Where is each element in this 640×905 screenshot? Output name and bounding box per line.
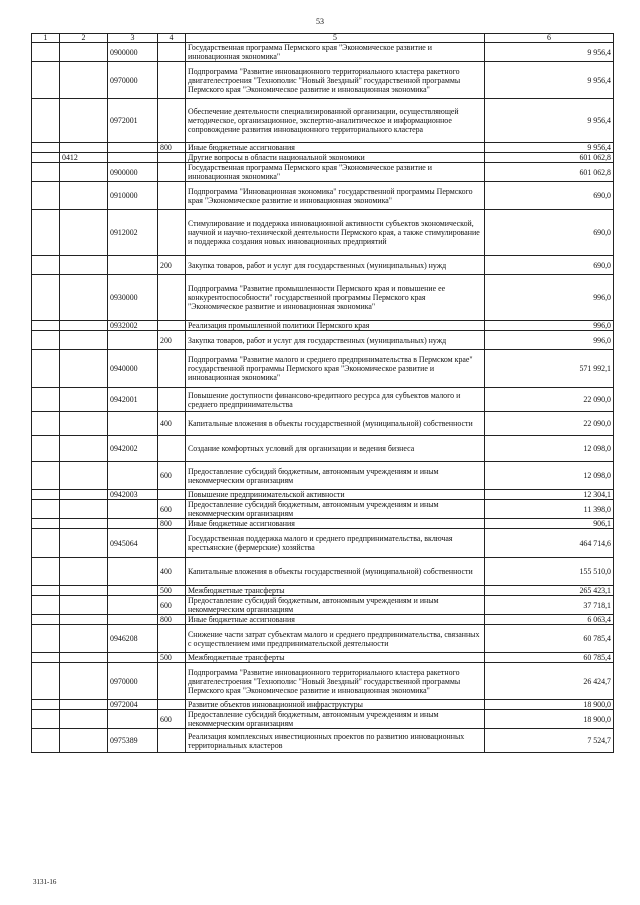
amount-cell: 9 956,4 bbox=[485, 99, 614, 143]
target-article-cell bbox=[108, 586, 158, 596]
table-row bbox=[32, 558, 614, 586]
table-row bbox=[32, 153, 614, 163]
expense-type-cell: 200 bbox=[158, 331, 186, 350]
expense-type-cell bbox=[158, 625, 186, 653]
target-article-cell bbox=[108, 615, 158, 625]
target-article-cell: 0942001 bbox=[108, 388, 158, 412]
section-cell bbox=[32, 331, 60, 350]
subsection-cell bbox=[60, 663, 108, 700]
subsection-cell bbox=[60, 331, 108, 350]
section-cell bbox=[32, 210, 60, 256]
section-cell bbox=[32, 558, 60, 586]
item-name-cell: Иные бюджетные ассигнования bbox=[186, 519, 485, 529]
expense-type-cell: 400 bbox=[158, 412, 186, 436]
item-name-cell: Государственная программа Пермского края "Экономическое развитие и инновационная экономика" bbox=[186, 163, 485, 182]
item-name-cell: Закупка товаров, работ и услуг для государственных (муниципальных) нужд bbox=[186, 256, 485, 275]
expense-type-cell bbox=[158, 350, 186, 388]
item-name-cell: Предоставление субсидий бюджетным, автономным учреждениям и иным некоммерческим организациям bbox=[186, 596, 485, 615]
item-name-cell: Реализация комплексных инвестиционных проектов по развитию инновационных территориальных кластеров bbox=[186, 729, 485, 753]
target-article-cell bbox=[108, 653, 158, 663]
subsection-cell bbox=[60, 62, 108, 99]
column-header: 1 bbox=[32, 34, 60, 43]
section-cell bbox=[32, 700, 60, 710]
item-name-cell: Подпрограмма "Инновационная экономика" государственной программы Пермского края "Экономическое развитие и инновационная экономика" bbox=[186, 182, 485, 210]
target-article-cell bbox=[108, 596, 158, 615]
expense-type-cell bbox=[158, 729, 186, 753]
item-name-cell: Межбюджетные трансферты bbox=[186, 586, 485, 596]
expense-type-cell: 500 bbox=[158, 653, 186, 663]
amount-cell: 996,0 bbox=[485, 275, 614, 321]
item-name-cell: Иные бюджетные ассигнования bbox=[186, 615, 485, 625]
amount-cell: 22 090,0 bbox=[485, 388, 614, 412]
target-article-cell bbox=[108, 412, 158, 436]
section-cell bbox=[32, 412, 60, 436]
section-cell bbox=[32, 388, 60, 412]
table-row bbox=[32, 663, 614, 700]
amount-cell: 9 956,4 bbox=[485, 143, 614, 153]
amount-cell: 996,0 bbox=[485, 321, 614, 331]
table-row bbox=[32, 321, 614, 331]
section-cell bbox=[32, 653, 60, 663]
section-cell bbox=[32, 710, 60, 729]
section-cell bbox=[32, 596, 60, 615]
target-article-cell: 0942002 bbox=[108, 436, 158, 462]
subsection-cell bbox=[60, 490, 108, 500]
table-row bbox=[32, 490, 614, 500]
section-cell bbox=[32, 163, 60, 182]
amount-cell: 6 063,4 bbox=[485, 615, 614, 625]
table-row bbox=[32, 700, 614, 710]
item-name-cell: Реализация промышленной политики Пермского края bbox=[186, 321, 485, 331]
item-name-cell: Подпрограмма "Развитие инновационного территориального кластера ракетного двигателестроения "Технополис "Новый Звездный" государственной программы Пермского края "Экономическое развитие и инновационная экономика" bbox=[186, 62, 485, 99]
section-cell bbox=[32, 586, 60, 596]
target-article-cell: 0900000 bbox=[108, 43, 158, 62]
amount-cell: 60 785,4 bbox=[485, 653, 614, 663]
item-name-cell: Государственная программа Пермского края "Экономическое развитие и инновационная экономика" bbox=[186, 43, 485, 62]
target-article-cell: 0942003 bbox=[108, 490, 158, 500]
amount-cell: 155 510,0 bbox=[485, 558, 614, 586]
amount-cell: 60 785,4 bbox=[485, 625, 614, 653]
amount-cell: 9 956,4 bbox=[485, 62, 614, 99]
expense-type-cell: 500 bbox=[158, 586, 186, 596]
expense-type-cell: 600 bbox=[158, 596, 186, 615]
target-article-cell bbox=[108, 462, 158, 490]
expense-type-cell bbox=[158, 388, 186, 412]
item-name-cell: Государственная поддержка малого и среднего предпринимательства, включая крестьянские (фермерские) хозяйства bbox=[186, 529, 485, 558]
amount-cell: 601 062,8 bbox=[485, 153, 614, 163]
table-row bbox=[32, 710, 614, 729]
table-row bbox=[32, 653, 614, 663]
target-article-cell: 0970000 bbox=[108, 62, 158, 99]
target-article-cell: 0930000 bbox=[108, 275, 158, 321]
target-article-cell: 0975389 bbox=[108, 729, 158, 753]
expense-type-cell bbox=[158, 490, 186, 500]
subsection-cell bbox=[60, 625, 108, 653]
table-row bbox=[32, 462, 614, 490]
expense-type-cell bbox=[158, 99, 186, 143]
subsection-cell bbox=[60, 529, 108, 558]
column-header: 3 bbox=[108, 34, 158, 43]
section-cell bbox=[32, 275, 60, 321]
subsection-cell bbox=[60, 729, 108, 753]
expense-type-cell: 200 bbox=[158, 256, 186, 275]
item-name-cell: Закупка товаров, работ и услуг для государственных (муниципальных) нужд bbox=[186, 331, 485, 350]
subsection-cell bbox=[60, 519, 108, 529]
table-row bbox=[32, 99, 614, 143]
column-header: 2 bbox=[60, 34, 108, 43]
page-number: 53 bbox=[316, 17, 324, 26]
target-article-cell bbox=[108, 710, 158, 729]
subsection-cell bbox=[60, 163, 108, 182]
subsection-cell bbox=[60, 500, 108, 519]
table-row bbox=[32, 275, 614, 321]
item-name-cell: Повышение предпринимательской активности bbox=[186, 490, 485, 500]
subsection-cell bbox=[60, 256, 108, 275]
table-row bbox=[32, 615, 614, 625]
item-name-cell: Предоставление субсидий бюджетным, автономным учреждениям и иным некоммерческим организациям bbox=[186, 462, 485, 490]
target-article-cell: 0946208 bbox=[108, 625, 158, 653]
table-row bbox=[32, 256, 614, 275]
expense-type-cell bbox=[158, 210, 186, 256]
table-row bbox=[32, 350, 614, 388]
item-name-cell: Предоставление субсидий бюджетным, автономным учреждениям и иным некоммерческим организациям bbox=[186, 500, 485, 519]
expense-type-cell bbox=[158, 700, 186, 710]
target-article-cell bbox=[108, 500, 158, 519]
table-row bbox=[32, 331, 614, 350]
section-cell bbox=[32, 62, 60, 99]
amount-cell: 37 718,1 bbox=[485, 596, 614, 615]
section-cell bbox=[32, 529, 60, 558]
subsection-cell bbox=[60, 710, 108, 729]
table-row bbox=[32, 625, 614, 653]
amount-cell: 571 992,1 bbox=[485, 350, 614, 388]
target-article-cell bbox=[108, 558, 158, 586]
subsection-cell bbox=[60, 653, 108, 663]
target-article-cell: 0912002 bbox=[108, 210, 158, 256]
target-article-cell: 0972001 bbox=[108, 99, 158, 143]
amount-cell: 26 424,7 bbox=[485, 663, 614, 700]
subsection-cell bbox=[60, 321, 108, 331]
target-article-cell: 0932002 bbox=[108, 321, 158, 331]
expense-type-cell bbox=[158, 529, 186, 558]
amount-cell: 690,0 bbox=[485, 256, 614, 275]
expense-type-cell: 800 bbox=[158, 615, 186, 625]
subsection-cell bbox=[60, 615, 108, 625]
item-name-cell: Развитие объектов инновационной инфраструктуры bbox=[186, 700, 485, 710]
target-article-cell bbox=[108, 143, 158, 153]
table-row bbox=[32, 529, 614, 558]
table-row bbox=[32, 412, 614, 436]
target-article-cell: 0940000 bbox=[108, 350, 158, 388]
expense-type-cell bbox=[158, 663, 186, 700]
column-header: 4 bbox=[158, 34, 186, 43]
subsection-cell bbox=[60, 143, 108, 153]
subsection-cell bbox=[60, 210, 108, 256]
amount-cell: 12 098,0 bbox=[485, 436, 614, 462]
target-article-cell: 0945064 bbox=[108, 529, 158, 558]
table-row bbox=[32, 436, 614, 462]
amount-cell: 12 098,0 bbox=[485, 462, 614, 490]
amount-cell: 690,0 bbox=[485, 182, 614, 210]
subsection-cell bbox=[60, 462, 108, 490]
item-name-cell: Снижение части затрат субъектам малого и среднего предпринимательства, связанных с осуществлением ими предпринимательской деятельности bbox=[186, 625, 485, 653]
table-row bbox=[32, 519, 614, 529]
subsection-cell bbox=[60, 558, 108, 586]
section-cell bbox=[32, 321, 60, 331]
table-row bbox=[32, 143, 614, 153]
subsection-cell bbox=[60, 182, 108, 210]
amount-cell: 265 423,1 bbox=[485, 586, 614, 596]
subsection-cell: 0412 bbox=[60, 153, 108, 163]
subsection-cell bbox=[60, 275, 108, 321]
expense-type-cell bbox=[158, 275, 186, 321]
subsection-cell bbox=[60, 99, 108, 143]
target-article-cell bbox=[108, 153, 158, 163]
section-cell bbox=[32, 625, 60, 653]
column-header: 5 bbox=[186, 34, 485, 43]
target-article-cell bbox=[108, 331, 158, 350]
expense-type-cell bbox=[158, 182, 186, 210]
section-cell bbox=[32, 615, 60, 625]
target-article-cell bbox=[108, 519, 158, 529]
subsection-cell bbox=[60, 43, 108, 62]
item-name-cell: Иные бюджетные ассигнования bbox=[186, 143, 485, 153]
section-cell bbox=[32, 663, 60, 700]
item-name-cell: Создание комфортных условий для организации и ведения бизнеса bbox=[186, 436, 485, 462]
section-cell bbox=[32, 153, 60, 163]
amount-cell: 22 090,0 bbox=[485, 412, 614, 436]
item-name-cell: Межбюджетные трансферты bbox=[186, 653, 485, 663]
footer-code: 3131-16 bbox=[33, 878, 57, 886]
section-cell bbox=[32, 519, 60, 529]
expense-type-cell: 800 bbox=[158, 143, 186, 153]
expense-type-cell: 800 bbox=[158, 519, 186, 529]
amount-cell: 464 714,6 bbox=[485, 529, 614, 558]
section-cell bbox=[32, 350, 60, 388]
expense-type-cell: 400 bbox=[158, 558, 186, 586]
expense-type-cell bbox=[158, 436, 186, 462]
item-name-cell: Другие вопросы в области национальной экономики bbox=[186, 153, 485, 163]
subsection-cell bbox=[60, 412, 108, 436]
subsection-cell bbox=[60, 700, 108, 710]
table-header-row bbox=[32, 34, 614, 43]
target-article-cell bbox=[108, 256, 158, 275]
section-cell bbox=[32, 143, 60, 153]
table-row bbox=[32, 500, 614, 519]
table-row bbox=[32, 62, 614, 99]
target-article-cell: 0972004 bbox=[108, 700, 158, 710]
table-row bbox=[32, 388, 614, 412]
subsection-cell bbox=[60, 388, 108, 412]
amount-cell: 11 398,0 bbox=[485, 500, 614, 519]
amount-cell: 601 062,8 bbox=[485, 163, 614, 182]
table-row bbox=[32, 43, 614, 62]
section-cell bbox=[32, 99, 60, 143]
expense-type-cell bbox=[158, 43, 186, 62]
table-row bbox=[32, 729, 614, 753]
amount-cell: 690,0 bbox=[485, 210, 614, 256]
section-cell bbox=[32, 436, 60, 462]
section-cell bbox=[32, 500, 60, 519]
item-name-cell: Капитальные вложения в объекты государственной (муниципальной) собственности bbox=[186, 412, 485, 436]
column-header: 6 bbox=[485, 34, 614, 43]
section-cell bbox=[32, 256, 60, 275]
amount-cell: 18 900,0 bbox=[485, 700, 614, 710]
target-article-cell: 0900000 bbox=[108, 163, 158, 182]
expense-type-cell: 600 bbox=[158, 710, 186, 729]
subsection-cell bbox=[60, 586, 108, 596]
item-name-cell: Подпрограмма "Развитие промышленности Пермского края и повышение ее конкурентоспособности" государственной программы Пермского края "Экономическое развитие и инновационная экономика" bbox=[186, 275, 485, 321]
amount-cell: 12 304,1 bbox=[485, 490, 614, 500]
table-row bbox=[32, 163, 614, 182]
amount-cell: 906,1 bbox=[485, 519, 614, 529]
subsection-cell bbox=[60, 350, 108, 388]
section-cell bbox=[32, 462, 60, 490]
budget-table bbox=[31, 33, 614, 753]
table-row bbox=[32, 586, 614, 596]
amount-cell: 18 900,0 bbox=[485, 710, 614, 729]
item-name-cell: Капитальные вложения в объекты государственной (муниципальной) собственности bbox=[186, 558, 485, 586]
target-article-cell: 0910000 bbox=[108, 182, 158, 210]
expense-type-cell bbox=[158, 163, 186, 182]
expense-type-cell: 600 bbox=[158, 500, 186, 519]
expense-type-cell bbox=[158, 153, 186, 163]
item-name-cell: Подпрограмма "Развитие малого и среднего предпринимательства в Пермском крае" государственной программы Пермского края "Экономическое развитие и инновационная экономика" bbox=[186, 350, 485, 388]
section-cell bbox=[32, 729, 60, 753]
item-name-cell: Повышение доступности финансово-кредитного ресурса для субъектов малого и среднего предпринимательства bbox=[186, 388, 485, 412]
amount-cell: 7 524,7 bbox=[485, 729, 614, 753]
subsection-cell bbox=[60, 436, 108, 462]
item-name-cell: Стимулирование и поддержка инновационной активности субъектов экономической, научной и научно-технической деятельности Пермского края, а также стимулирование и поддержка создания новых инновационных предприятий bbox=[186, 210, 485, 256]
section-cell bbox=[32, 43, 60, 62]
amount-cell: 9 956,4 bbox=[485, 43, 614, 62]
subsection-cell bbox=[60, 596, 108, 615]
item-name-cell: Предоставление субсидий бюджетным, автономным учреждениям и иным некоммерческим организациям bbox=[186, 710, 485, 729]
expense-type-cell bbox=[158, 62, 186, 99]
section-cell bbox=[32, 182, 60, 210]
item-name-cell: Обеспечение деятельности специализированной организации, осуществляющей методическое, организационное, экспертно-аналитическое и информационное сопровождение развития инновационного территориального кластера bbox=[186, 99, 485, 143]
target-article-cell: 0970000 bbox=[108, 663, 158, 700]
table-row bbox=[32, 596, 614, 615]
item-name-cell: Подпрограмма "Развитие инновационного территориального кластера ракетного двигателестроения "Технополис "Новый Звездный" государственной программы Пермского края "Экономическое развитие и инновационная экономика" bbox=[186, 663, 485, 700]
table-row bbox=[32, 182, 614, 210]
table-row bbox=[32, 210, 614, 256]
expense-type-cell bbox=[158, 321, 186, 331]
table-body bbox=[32, 43, 614, 753]
section-cell bbox=[32, 490, 60, 500]
expense-type-cell: 600 bbox=[158, 462, 186, 490]
amount-cell: 996,0 bbox=[485, 331, 614, 350]
